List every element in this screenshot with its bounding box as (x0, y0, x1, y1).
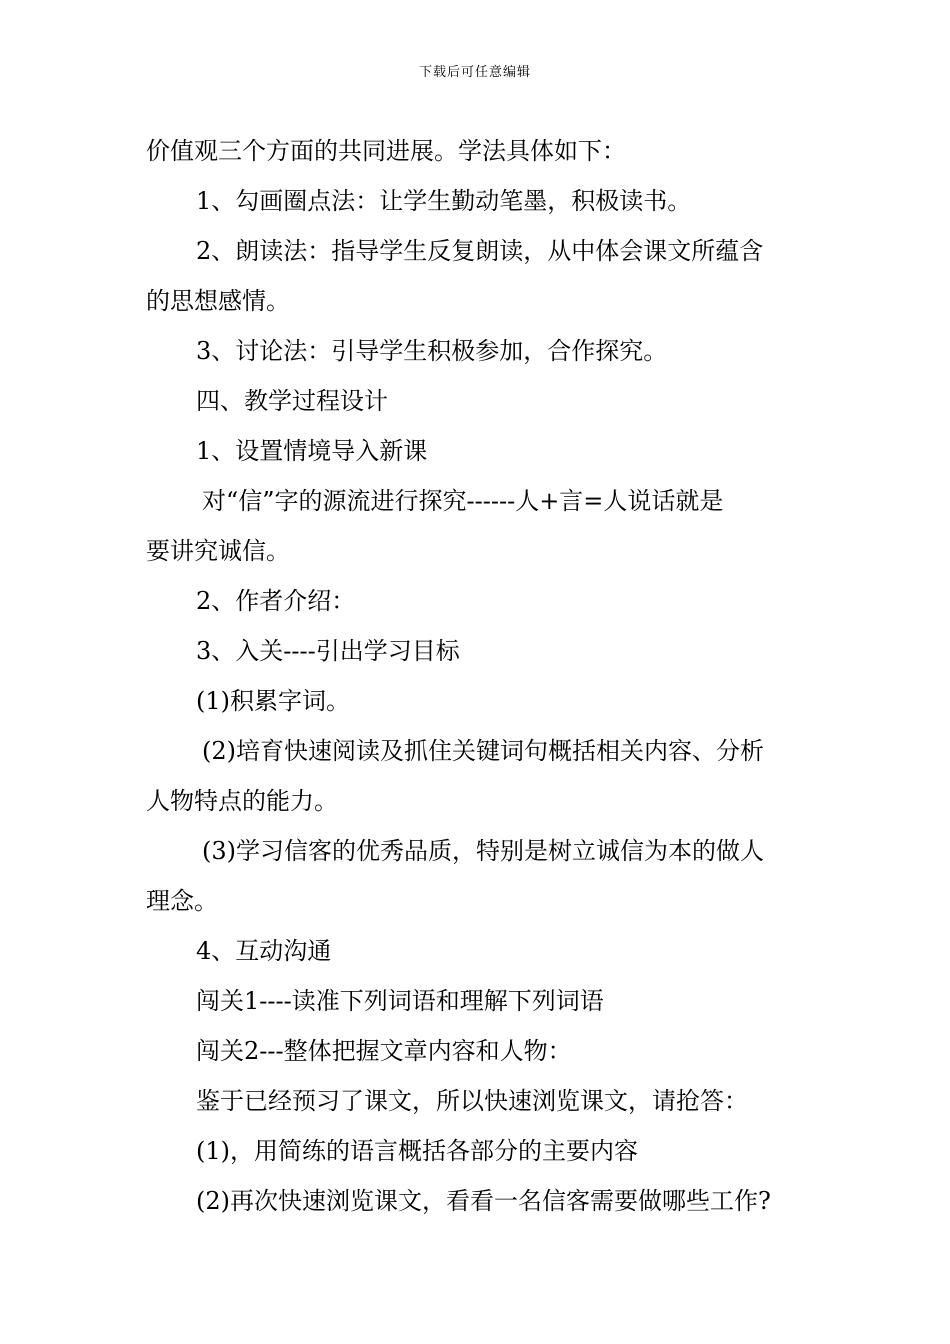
document-body (146, 126, 811, 1226)
paragraph-line: 对“信”字的源流进行探究------人+言=人说话就是 (202, 487, 724, 515)
paragraph-line: 的思想感情。 (146, 287, 290, 315)
paragraph-line: 人物特点的能力。 (146, 787, 338, 815)
paragraph-line: 4、互动沟通 (196, 937, 332, 965)
paragraph-line: 要讲究诚信。 (146, 537, 290, 565)
paragraph-line: 1、勾画圈点法：让学生勤动笔墨，积极读书。 (196, 187, 692, 215)
paragraph-line: 3、讨论法：引导学生积极参加，合作探究。 (196, 337, 668, 365)
paragraph-line: 理念。 (146, 887, 218, 915)
paragraph-line: 闯关2---整体把握文章内容和人物： (196, 1037, 572, 1065)
paragraph-line: 2、作者介绍： (196, 587, 356, 615)
section-heading: 四、教学过程设计 (196, 387, 388, 415)
paragraph-line: 闯关1----读准下列词语和理解下列词语 (196, 987, 604, 1015)
page-header: 下载后可任意编辑 (418, 65, 531, 80)
paragraph-line: (3)学习信客的优秀品质，特别是树立诚信为本的做人 (202, 837, 764, 865)
paragraph-line: (2)再次快速浏览课文，看看一名信客需要做哪些工作? (196, 1187, 771, 1215)
paragraph-line: 鉴于已经预习了课文，所以快速浏览课文，请抢答： (196, 1087, 748, 1115)
paragraph-line: 价值观三个方面的共同进展。学法具体如下： (146, 137, 626, 165)
paragraph-line: 2、朗读法：指导学生反复朗读，从中体会课文所蕴含 (196, 237, 764, 265)
paragraph-line: (2)培育快速阅读及抓住关键词句概括相关内容、分析 (202, 737, 764, 765)
paragraph-line: (1)积累字词。 (196, 687, 350, 715)
paragraph-line: 3、入关----引出学习目标 (196, 637, 460, 665)
paragraph-line: (1)，用简练的语言概括各部分的主要内容 (196, 1137, 638, 1165)
paragraph-line: 1、设置情境导入新课 (196, 437, 428, 465)
